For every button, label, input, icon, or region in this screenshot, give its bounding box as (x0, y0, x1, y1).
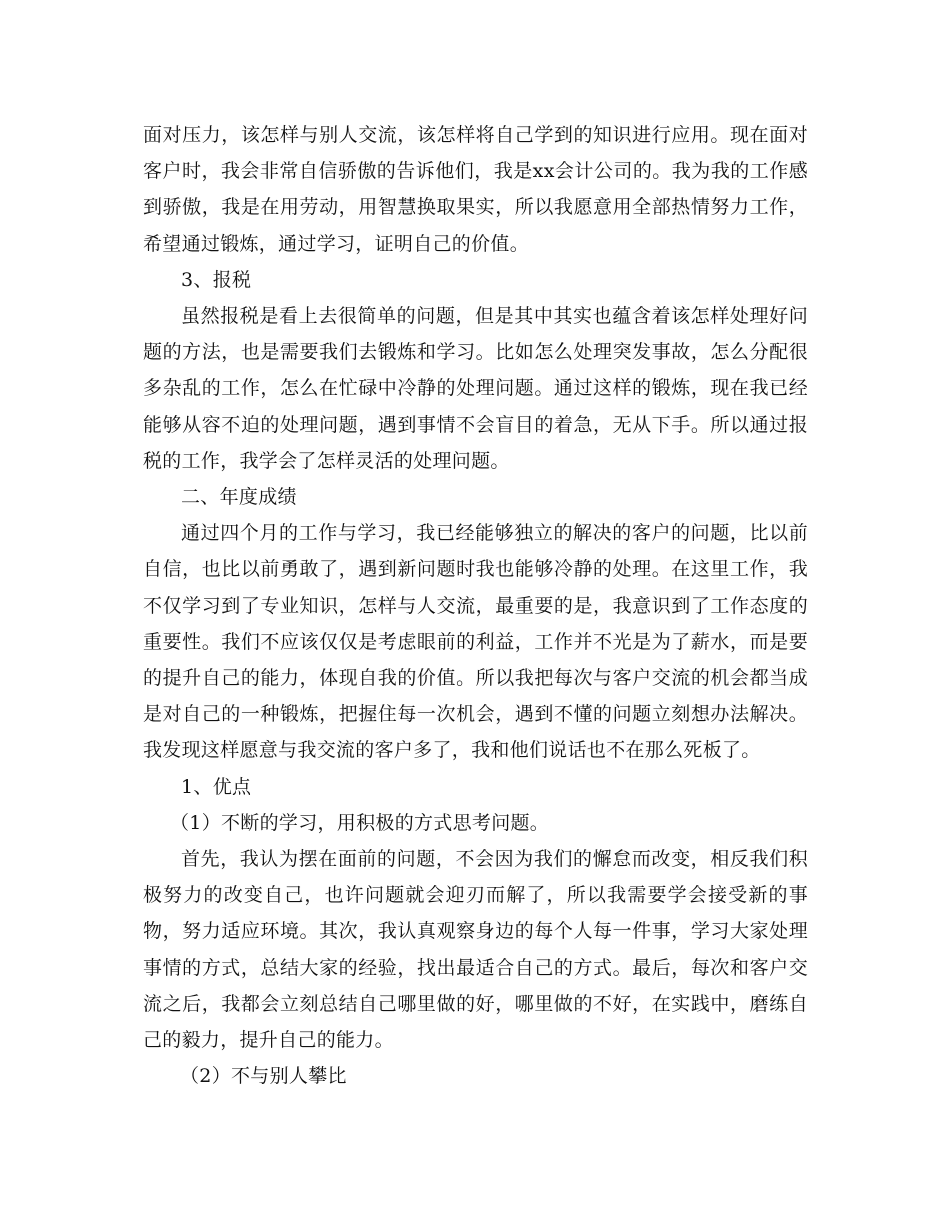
paragraph-continuation: 面对压力，该怎样与别人交流，该怎样将自己学到的知识进行应用。现在面对客户时，我会非常自信骄傲的告诉他们，我是xx会计公司的。我为我的工作感到骄傲，我是在用劳动，用智慧换取果实，所以我愿意用全部热情努力工作，希望通过锻炼，通过学习，证明自己的价值。 (143, 124, 808, 255)
heading-tax: 3、报税 (181, 268, 252, 291)
heading-merit-learning: （1）不断的学习，用积极的方式思考问题。 (170, 811, 550, 834)
heading-merits: 1、优点 (181, 775, 252, 798)
document-body (143, 117, 808, 1094)
paragraph-merit-learning: 首先，我认为摆在面前的问题，不会因为我们的懈怠而改变，相反我们积极努力的改变自己，也许问题就会迎刃而解了，所以我需要学会接受新的事物，努力适应环境。其次，我认真观察身边的每个人每一件事，学习大家处理事情的方式，总结大家的经验，找出最适合自己的方式。最后，每次和客户交流之后，我都会立刻总结自己哪里做的好，哪里做的不好，在实践中，磨练自己的毅力，提升自己的能力。 (143, 848, 808, 1052)
heading-merit-no-comparison: （2）不与别人攀比 (180, 1065, 347, 1088)
heading-annual-achievement: 二、年度成绩 (181, 486, 297, 509)
paragraph-tax: 虽然报税是看上去很简单的问题，但是其中其实也蕴含着该怎样处理好问题的方法，也是需要我们去锻炼和学习。比如怎么处理突发事故，怎么分配很多杂乱的工作，怎么在忙碌中冷静的处理问题。通过这样的锻炼，现在我已经能够从容不迫的处理问题，遇到事情不会盲目的着急，无从下手。所以通过报税的工作，我学会了怎样灵活的处理问题。 (143, 305, 808, 472)
paragraph-annual-achievement: 通过四个月的工作与学习，我已经能够独立的解决的客户的问题，比以前自信，也比以前勇敢了，遇到新问题时我也能够冷静的处理。在这里工作，我不仅学习到了专业知识，怎样与人交流，最重要的是，我意识到了工作态度的重要性。我们不应该仅仅是考虑眼前的利益，工作并不光是为了薪水，而是要的提升自己的能力，体现自我的价值。所以我把每次与客户交流的机会都当成是对自己的一种锻炼，把握住每一次机会，遇到不懂的问题立刻想办法解决。我发现这样愿意与我交流的客户多了，我和他们说话也不在那么死板了。 (143, 522, 808, 762)
